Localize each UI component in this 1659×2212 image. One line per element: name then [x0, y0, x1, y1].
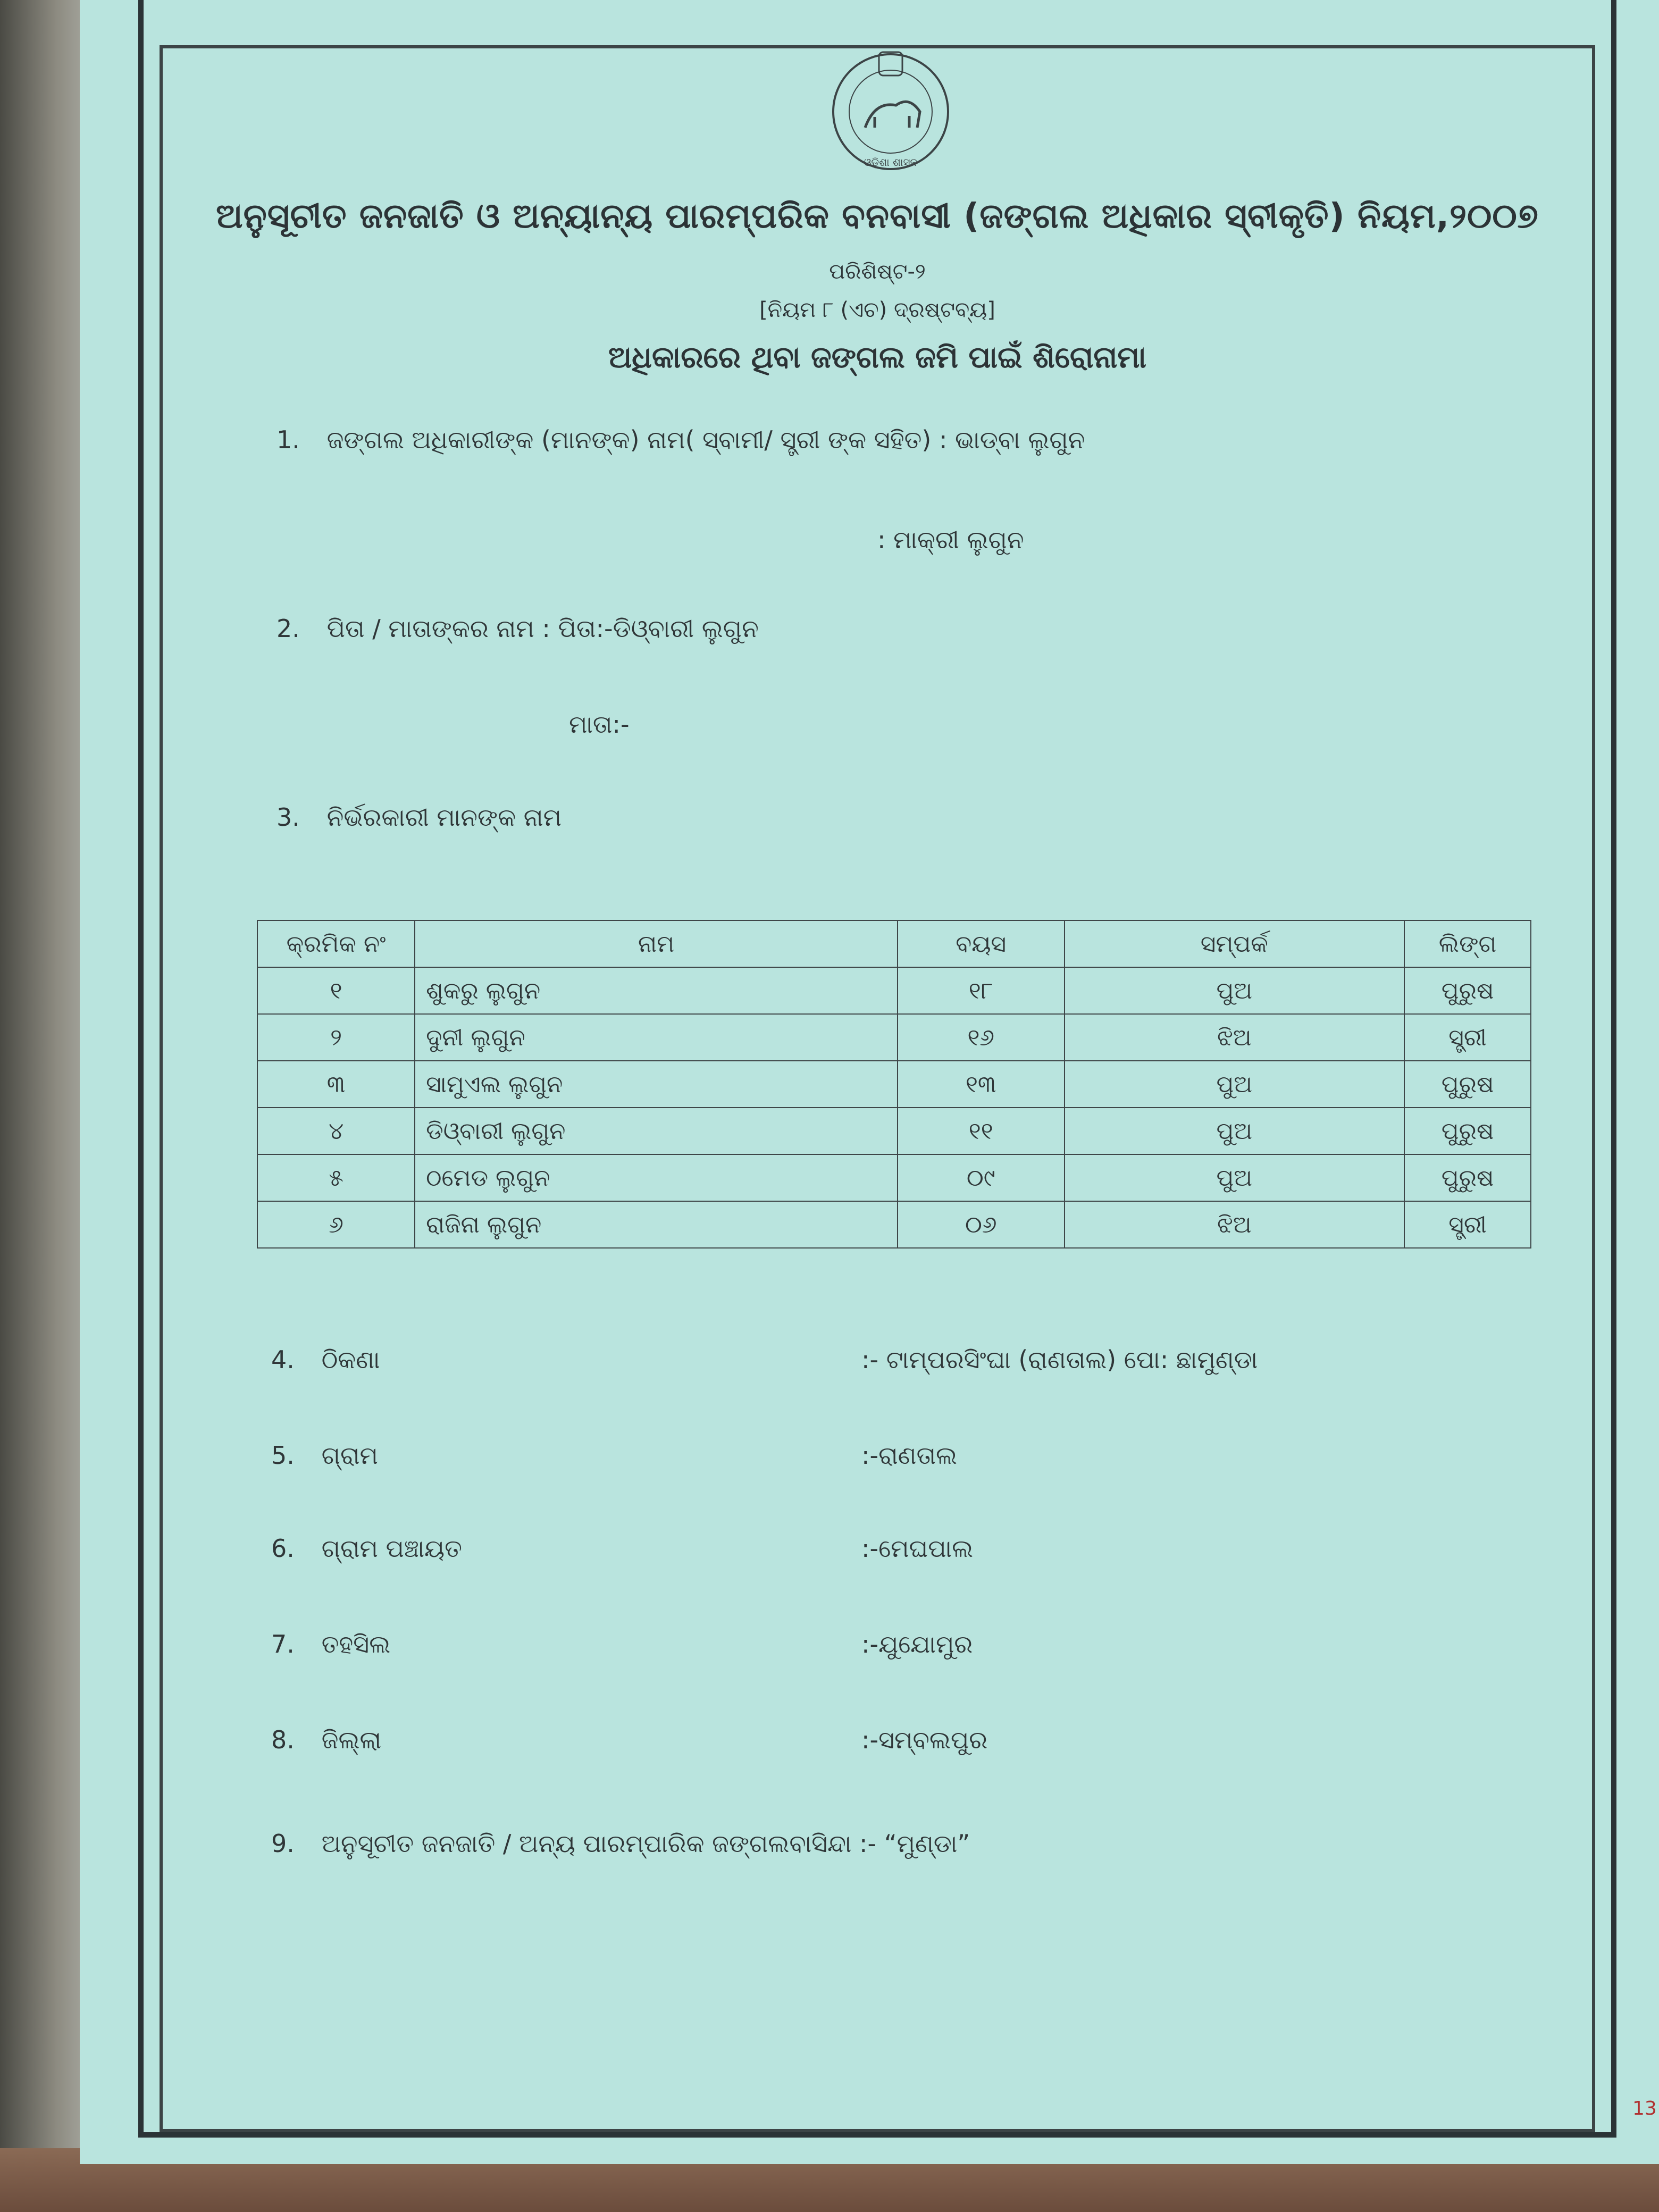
document-title: ଅନୁସୂଚୀତ ଜନଜାତି ଓ ଅନ୍ୟାନ୍ୟ ପାରମ୍ପରିକ ବନବାସୀ (ଜଙ୍ଗଲ ଅଧିକାର ସ୍ବୀକୃତି) ନିୟମ,୨୦୦୭: [216, 197, 1539, 236]
field-panchayat-label: [271, 1534, 462, 1564]
cell-serial: ୫: [257, 1154, 415, 1201]
field-number: 7.: [271, 1630, 295, 1658]
field-parents-row: [276, 614, 759, 644]
field-value: :- “ମୁଣ୍ଡା”: [859, 1829, 970, 1858]
cell-gender: ପୁରୁଷ: [1404, 1154, 1531, 1201]
field-number: 9.: [271, 1829, 295, 1858]
field-panchayat-value: :-ମେଘପାଲ: [861, 1534, 974, 1563]
column-header-gender: ଲିଙ୍ଗ: [1404, 920, 1531, 967]
field-number: 4.: [271, 1345, 295, 1374]
field-village-label: [271, 1441, 378, 1471]
column-header-age: ବୟସ: [898, 920, 1065, 967]
field-address-value: :- ଟାମ୍ପରସିଂଘା (ରାଣତାଲ) ପୋ: ଛାମୁଣ୍ଡା: [861, 1345, 1258, 1374]
field-label: ନିର୍ଭରକାରୀ ମାନଙ୍କ ନାମ: [326, 803, 562, 832]
field-number: 1.: [276, 425, 300, 454]
field-number: 5.: [271, 1441, 295, 1470]
field-value: : ଭାଡ୍ବା ଲୁଗୁନ: [939, 425, 1085, 454]
cell-relation: ଝିଅ: [1065, 1014, 1405, 1061]
cell-name: ଡିଓ୍ବାରୀ ଲୁଗୁନ: [415, 1108, 898, 1154]
field-tahasil-label: [271, 1630, 390, 1660]
cell-serial: ୨: [257, 1014, 415, 1061]
field-holder-row: [276, 425, 1085, 455]
cell-age: ୧୮: [898, 967, 1065, 1014]
table-row: [257, 1154, 1531, 1201]
table-row: [257, 1014, 1531, 1061]
cell-relation: ପୁଅ: [1065, 1061, 1405, 1108]
cell-name: ଦୁନୀ ଲୁଗୁନ: [415, 1014, 898, 1061]
field-address-label: [271, 1345, 380, 1375]
cell-age: ୧୩: [898, 1061, 1065, 1108]
cell-age: ୦୯: [898, 1154, 1065, 1201]
cell-age: ୧୧: [898, 1108, 1065, 1154]
cell-relation: ପୁଅ: [1065, 1154, 1405, 1201]
cell-gender: ପୁରୁଷ: [1404, 967, 1531, 1014]
field-label: ଅନୁସୂଚୀତ ଜନଜାତି / ଅନ୍ୟ ପାରମ୍ପାରିକ ଜଙ୍ଗଲବାସିନ୍ଦା: [321, 1829, 852, 1858]
cell-relation: ଝିଅ: [1065, 1201, 1405, 1248]
field-label: ଗ୍ରାମ ପଞ୍ଚାୟତ: [321, 1534, 462, 1563]
table-row: [257, 1201, 1531, 1248]
field-label: ତହସିଲ: [321, 1630, 391, 1658]
field-mother: ମାତା:-: [569, 710, 630, 739]
field-label: ଠିକଣା: [321, 1345, 380, 1374]
document-heading: ଅଧିକାରରେ ଥିବା ଜଙ୍ଗଲ ଜମି ପାଇଁ ଶିରୋନାମା: [608, 340, 1147, 375]
cell-serial: ୧: [257, 967, 415, 1014]
cell-age: ୦୬: [898, 1201, 1065, 1248]
column-header-relation: ସମ୍ପର୍କ: [1065, 920, 1405, 967]
state-emblem-icon: [816, 48, 965, 181]
table-header-row: [257, 920, 1531, 967]
cell-name: ସାମୁଏଲ ଲୁଗୁନ: [415, 1061, 898, 1108]
cell-gender: ପୁରୁଷ: [1404, 1108, 1531, 1154]
column-header-name: ନାମ: [415, 920, 898, 967]
field-label: ଗ୍ରାମ: [321, 1441, 378, 1470]
cell-relation: ପୁଅ: [1065, 967, 1405, 1014]
table-row: [257, 1061, 1531, 1108]
cell-name: ରାଜିନା ଲୁଗୁନ: [415, 1201, 898, 1248]
field-value: ପିତା:-ଡିଓ୍ବାରୀ ଲୁଗୁନ: [558, 614, 759, 643]
cell-gender: ପୁରୁଷ: [1404, 1061, 1531, 1108]
field-dependents-row: [276, 803, 562, 833]
field-label: ପିତା / ମାତାଙ୍କର ନାମ :: [326, 614, 550, 643]
cell-age: ୧୬: [898, 1014, 1065, 1061]
dependents-table: [257, 920, 1531, 1249]
field-tribe-row: [271, 1829, 970, 1859]
cell-serial: ୬: [257, 1201, 415, 1248]
cell-gender: ସ୍ତ୍ରୀ: [1404, 1014, 1531, 1061]
cell-gender: ସ୍ତ୍ରୀ: [1404, 1201, 1531, 1248]
field-village-value: :-ରାଣତାଲ: [861, 1441, 958, 1470]
page-corner-mark: 13: [1632, 2098, 1657, 2119]
field-holder-spouse: : ମାକ୍ରୀ ଲୁଗୁନ: [877, 525, 1024, 554]
field-district-label: [271, 1725, 381, 1755]
table-row: [257, 967, 1531, 1014]
svg-text:ଓଡ଼ିଶା ଶାସନ: ଓଡ଼ିଶା ଶାସନ: [864, 156, 918, 169]
column-header-serial: କ୍ରମିକ ନଂ: [257, 920, 415, 967]
cell-name: ଠମେଡ ଲୁଗୁନ: [415, 1154, 898, 1201]
field-number: 2.: [276, 614, 300, 643]
field-number: 6.: [271, 1534, 295, 1563]
cell-serial: ୩: [257, 1061, 415, 1108]
cell-serial: ୪: [257, 1108, 415, 1154]
cell-name: ଶୁକରୁ ଲୁଗୁନ: [415, 967, 898, 1014]
field-number: 3.: [276, 803, 300, 832]
field-number: 8.: [271, 1725, 295, 1754]
cell-relation: ପୁଅ: [1065, 1108, 1405, 1154]
field-label: ଜିଲ୍ଲା: [321, 1725, 382, 1754]
appendix-label: ପରିଶିଷ୍ଟ-୨: [829, 259, 926, 284]
table-row: [257, 1108, 1531, 1154]
field-tahasil-value: :-ଯୁଯୋମୁର: [861, 1630, 973, 1658]
field-label: ଜଙ୍ଗଲ ଅଧିକାରୀଙ୍କ (ମାନଙ୍କ) ନାମ( ସ୍ବାମୀ/ ସ୍ତ୍ରୀ ଙ୍କ ସହିତ): [326, 425, 932, 454]
rule-reference: [ନିୟମ ୮ (ଏଚ) ଦ୍ରଷ୍ଟବ୍ୟ]: [759, 298, 995, 322]
field-district-value: :-ସମ୍ବଲପୁର: [861, 1725, 988, 1754]
